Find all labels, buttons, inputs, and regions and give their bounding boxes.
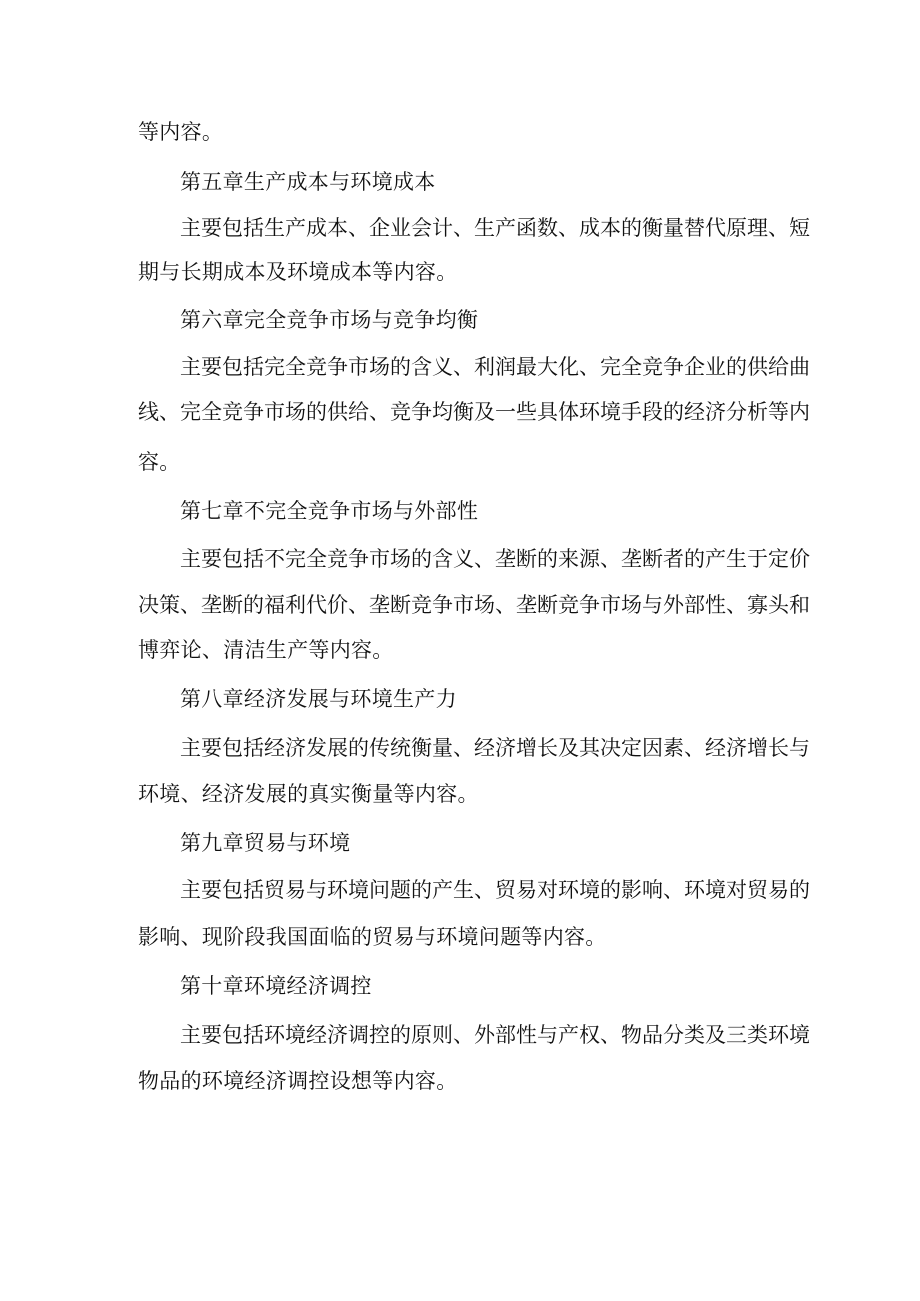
chapter-heading-10: 第十章环境经济调控 <box>180 974 372 998</box>
paragraph-line: 决策、垄断的福利代价、垄断竞争市场、垄断竞争市场与外部性、寡头和 <box>138 593 810 617</box>
paragraph-line: 主要包括生产成本、企业会计、生产函数、成本的衡量替代原理、短 <box>180 216 810 240</box>
chapter-heading-6: 第六章完全竞争市场与竞争均衡 <box>180 308 479 332</box>
paragraph-line: 主要包括经济发展的传统衡量、经济增长及其决定因素、经济增长与 <box>180 736 810 760</box>
chapter-heading-5: 第五章生产成本与环境成本 <box>180 170 436 194</box>
paragraph-line: 等内容。 <box>138 120 224 144</box>
chapter-heading-8: 第八章经济发展与环境生产力 <box>180 687 457 711</box>
paragraph-line: 主要包括环境经济调控的原则、外部性与产权、物品分类及三类环境 <box>180 1023 810 1047</box>
paragraph-line: 容。 <box>138 450 181 474</box>
paragraph-line: 环境、经济发展的真实衡量等内容。 <box>138 782 479 806</box>
chapter-heading-7: 第七章不完全竞争市场与外部性 <box>180 499 479 523</box>
chapter-heading-9: 第九章贸易与环境 <box>180 831 351 855</box>
paragraph-line: 线、完全竞争市场的供给、竞争均衡及一些具体环境手段的经济分析等内 <box>138 400 810 424</box>
paragraph-line: 期与长期成本及环境成本等内容。 <box>138 260 458 284</box>
paragraph-line: 主要包括不完全竞争市场的含义、垄断的来源、垄断者的产生于定价 <box>180 547 810 571</box>
paragraph-line: 主要包括贸易与环境问题的产生、贸易对环境的影响、环境对贸易的 <box>180 878 810 902</box>
paragraph-line: 物品的环境经济调控设想等内容。 <box>138 1069 458 1093</box>
paragraph-line: 博弈论、清洁生产等内容。 <box>138 638 394 662</box>
paragraph-line: 主要包括完全竞争市场的含义、利润最大化、完全竞争企业的供给曲 <box>180 355 810 379</box>
paragraph-line: 影响、现阶段我国面临的贸易与环境问题等内容。 <box>138 925 607 949</box>
